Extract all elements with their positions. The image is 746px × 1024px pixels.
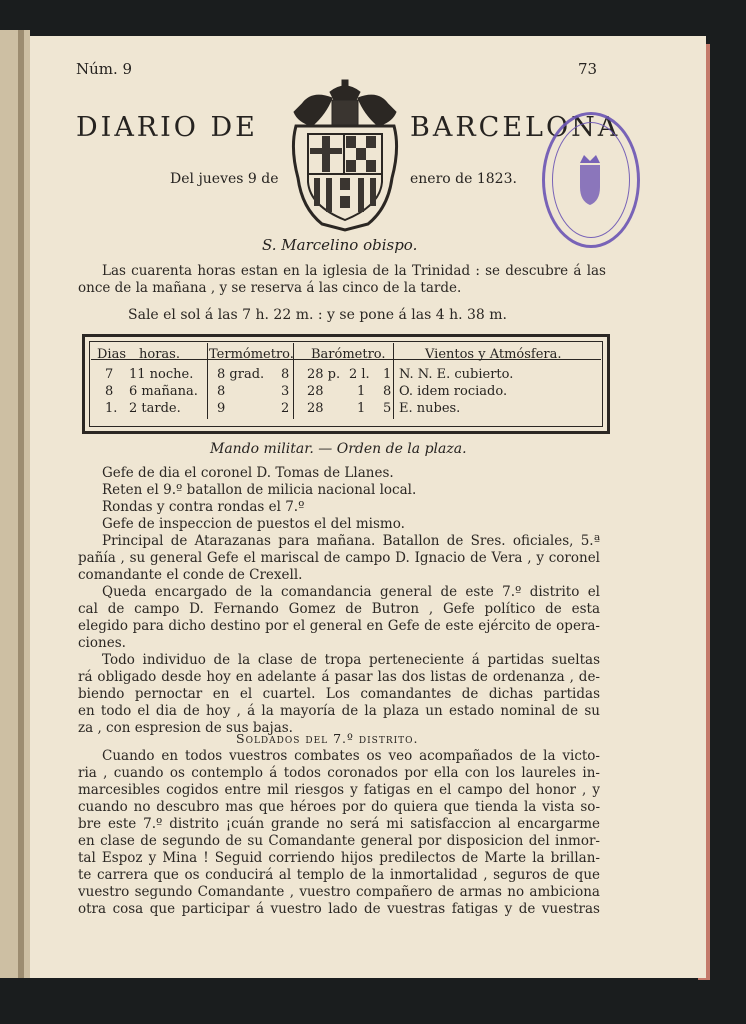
sun-times: Sale el sol á las 7 h. 22 m. : y se pone á las 4 h. 38 m. [128,307,507,323]
proclamation-line: Cuando en todos vuestros combates os veo acompañados de la victo- [102,748,600,764]
barcelona-coat-of-arms [282,78,408,232]
weather-header-hours: horas. [139,347,180,362]
paragraph-line: Queda encargado de la comandancia general de este 7.º distrito el [102,584,600,600]
proclamation-line: tal Espoz y Mina ! Seguid corriendo hijos predilectos de Marte la brillan- [78,850,600,866]
page-number: 73 [578,60,598,78]
proclamation-line: marcesibles cogidos entre mil riesgos y fatigas en el campo del honor , y [78,782,600,798]
weather-header-winds: Vientos y Atmósfera. [425,347,562,362]
proclamation-line: vuestro segundo Comandante , vuestro compañero de armas no ambiciona [78,884,600,900]
weather-cell: O. idem rociado. [399,384,508,399]
notice-line: Las cuarenta horas estan en la iglesia de la Trinidad : se descubre á las [102,263,606,279]
stamp-crown-emblem [575,151,605,207]
order-line: Gefe de inspeccion de puestos el del mismo. [102,516,405,532]
soldiers-heading: Soldados del 7.º distrito. [236,731,419,746]
weather-header-thermometer: Termómetro. [209,347,294,362]
weather-cell: 2 tarde. [129,401,181,416]
stamp-text [530,256,550,257]
weather-cell: 2 [281,401,290,416]
paragraph-line: biendo pernoctar en el cuartel. Los comandantes de dichas partidas [78,686,600,702]
weather-cell: N. N. E. cubierto. [399,367,514,382]
paragraph-line: cal de campo D. Fernando Gomez de Butron , Gefe político de esta [78,601,600,617]
weather-table [82,334,610,434]
weather-header-days: Dias [97,347,127,362]
weather-cell: 3 [281,384,290,399]
proclamation-line: te carrera que os conducirá al templo de la inmortalidad , seguros de que [78,867,600,883]
paragraph-line: Todo individuo de la clase de tropa perteneciente á partidas sueltas [102,652,600,668]
issue-date-left: Del jueves 9 de [170,171,279,187]
paragraph-line: pañía , su general Gefe el mariscal de campo D. Ignacio de Vera , y coronel [78,550,600,566]
weather-cell: 8 [217,384,226,399]
weather-cell: 8 [281,367,290,382]
order-line: Gefe de dia el coronel D. Tomas de Llanes. [102,465,394,481]
weather-cell: 1 [357,401,366,416]
previous-page-edge [0,30,30,978]
weather-cell: 1. [105,401,118,416]
weather-header-barometer: Barómetro. [311,347,386,362]
saint-of-the-day: S. Marcelino obispo. [262,236,418,254]
masthead-title-right: BARCELONA [410,112,621,143]
weather-cell: 9 [217,401,226,416]
weather-cell: 11 noche. [129,367,194,382]
paragraph-line: comandante el conde de Crexell. [78,567,303,583]
paragraph-line: ciones. [78,635,126,651]
paragraph-line: rá obligado desde hoy en adelante á pasar las dos listas de ordenanza , de- [78,669,600,685]
proclamation-line: cuando no descubro mas que héroes por do quiera que tienda la vista so- [78,799,600,815]
paragraph-line: elegido para dicho destino por el general en Gefe de este ejército de opera- [78,618,600,634]
weather-cell: 8 grad. [217,367,265,382]
notice-line: once de la mañana , y se reserva á las cinco de la tarde. [78,280,462,296]
weather-cell: E. nubes. [399,401,461,416]
weather-cell: 8 [105,384,114,399]
paragraph-line: Principal de Atarazanas para mañana. Batallon de Sres. oficiales, 5.ª [102,533,600,549]
issue-number: Núm. 9 [76,60,133,78]
weather-cell: 1 [357,384,366,399]
weather-cell: 1 [383,367,392,382]
weather-cell: 28 [307,401,324,416]
binding-gutter [18,30,24,978]
weather-cell: 28 [307,384,324,399]
paragraph-line: za , con espresion de sus bajas. [78,720,293,736]
proclamation-line: otra cosa que participar á vuestro lado de vuestras fatigas y de vuestras [78,901,600,917]
military-heading: Mando militar. — Orden de la plaza. [210,441,467,457]
weather-cell: 2 l. [349,367,370,382]
issue-date-right: enero de 1823. [410,171,517,187]
library-stamp [542,112,640,248]
weather-cell: 7 [105,367,114,382]
masthead-title-left: DIARIO DE [76,112,258,143]
paragraph-line: en todo el dia de hoy , á la mayoría de la plaza un estado nominal de su [78,703,600,719]
newspaper-page [30,36,706,978]
order-line: Rondas y contra rondas el 7.º [102,499,305,515]
order-line: Reten el 9.º batallon de milicia nacional local. [102,482,417,498]
weather-cell: 6 mañana. [129,384,198,399]
weather-cell: 5 [383,401,392,416]
weather-cell: 8 [383,384,392,399]
proclamation-line: en clase de segundo de su Comandante general por disposicion del inmor- [78,833,600,849]
proclamation-line: ria , cuando os contemplo á todos coronados por ella con los laureles in- [78,765,600,781]
weather-cell: 28 p. [307,367,341,382]
proclamation-line: bre este 7.º distrito ¡cuán grande no será mi satisfaccion al encargarme [78,816,600,832]
